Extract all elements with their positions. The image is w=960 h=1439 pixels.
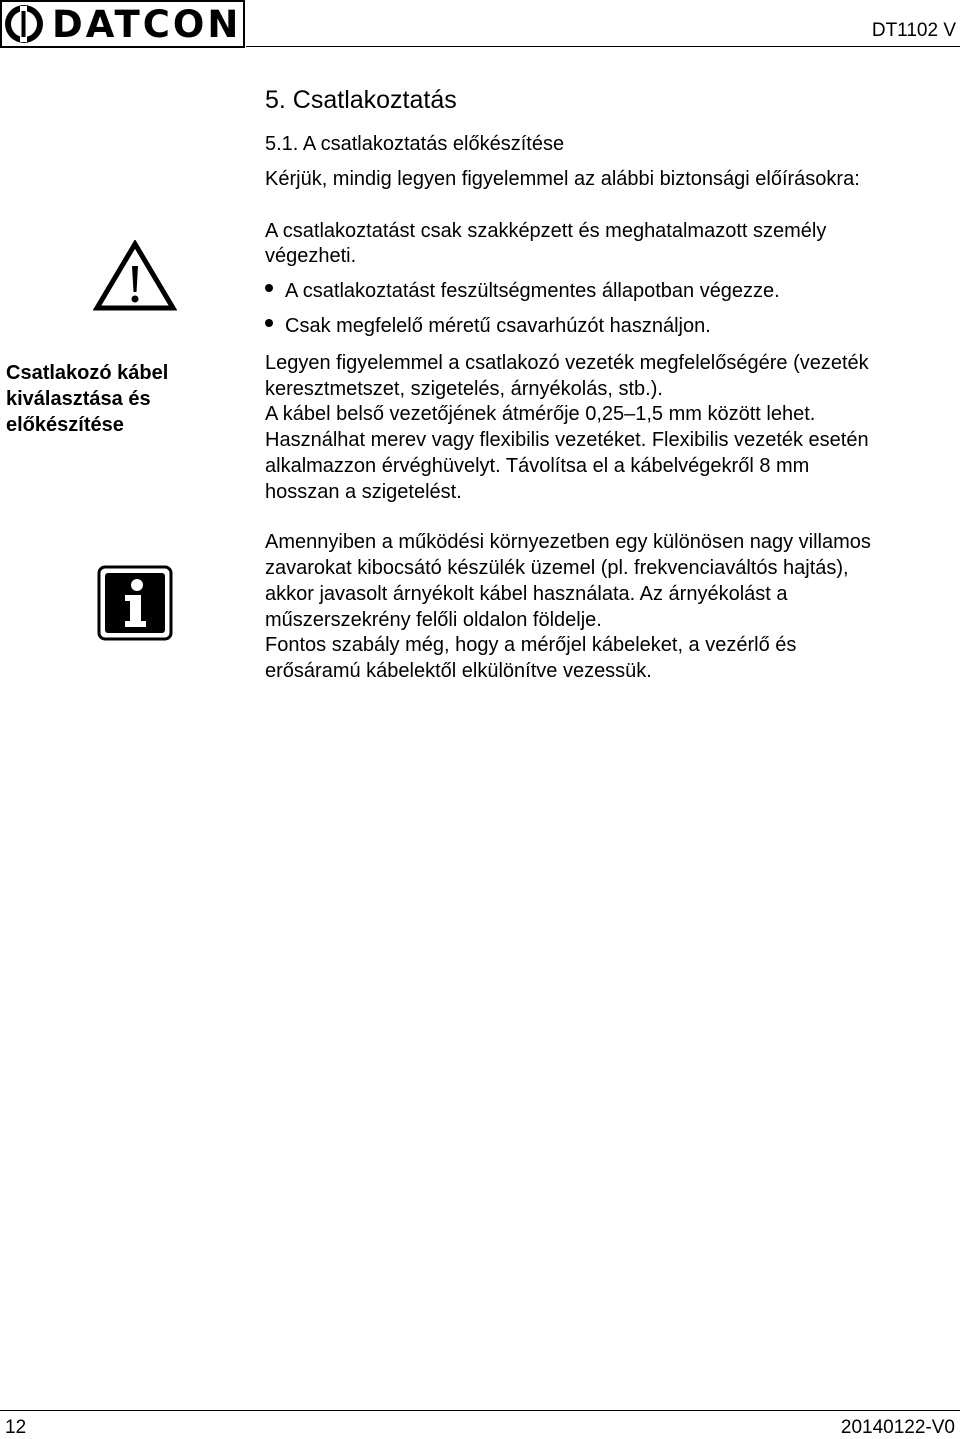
bullet-item xyxy=(265,313,711,339)
para3-line: akkor javasolt árnyékolt kábel használata. Az árnyékolást a xyxy=(265,583,788,605)
bullet-dot-icon xyxy=(265,319,273,327)
para3-line: erősáramú kábelektől elkülönítve vezessük. xyxy=(265,660,652,682)
para2-line: hosszan a szigetelést. xyxy=(265,481,462,503)
para2-line: alkalmazzon érvéghüvelyt. Távolítsa el a kábelvégekről 8 mm xyxy=(265,455,810,477)
para1-line: A csatlakoztatást csak szakképzett és meghatalmazott személy xyxy=(265,220,827,242)
subsection-title: 5.1. A csatlakoztatás előkészítése xyxy=(265,133,565,155)
logo-text: DATCON xyxy=(52,2,242,46)
para2-line: Használhat merev vagy flexibilis vezetéket. Flexibilis vezeték esetén xyxy=(265,429,869,451)
intro-text: Kérjük, mindig legyen figyelemmel az alábbi biztonsági előírásokra: xyxy=(265,168,860,190)
bullet-dot-icon xyxy=(265,284,273,292)
footer-divider xyxy=(0,1410,960,1411)
para2-line: keresztmetszet, szigetelés, árnyékolás, stb.). xyxy=(265,378,663,400)
sidebar-label xyxy=(6,360,168,438)
header-divider xyxy=(246,46,960,47)
sidebar-label-line: Csatlakozó kábel xyxy=(6,362,169,384)
sidebar-label-line: előkészítése xyxy=(6,414,124,436)
para3-line: műszerszekrény felőli oldalon földelje. xyxy=(265,609,602,631)
para2-line: Legyen figyelemmel a csatlakozó vezeték megfelelőségére (vezeték xyxy=(265,352,869,374)
document-id: DT1102 V xyxy=(871,20,956,41)
bullet-text: Csak megfelelő méretű csavarhúzót használjon. xyxy=(285,315,711,337)
para3-line: Fontos szabály még, hogy a mérőjel kábeleket, a vezérlő és xyxy=(265,634,797,656)
info-icon xyxy=(97,565,173,641)
para1-line: végezheti. xyxy=(265,245,357,267)
warning-triangle-icon xyxy=(93,240,177,312)
bullet-text: A csatlakoztatást feszültségmentes állapotban végezze. xyxy=(285,280,780,302)
para3-line: Amennyiben a működési környezetben egy különösen nagy villamos xyxy=(265,531,871,553)
section-title: 5. Csatlakoztatás xyxy=(265,86,457,114)
document-version: 20140122-V0 xyxy=(840,1417,955,1438)
page-number: 12 xyxy=(5,1417,27,1438)
datcon-logo-mark xyxy=(2,2,46,46)
para3-line: zavarokat kibocsátó készülék üzemel (pl. frekvenciaváltós hajtás), xyxy=(265,557,849,579)
sidebar-label-line: kiválasztása és xyxy=(6,388,151,410)
bullet-item xyxy=(265,278,780,304)
para2-line: A kábel belső vezetőjének átmérője 0,25–1,5 mm között lehet. xyxy=(265,403,816,425)
datcon-logo xyxy=(0,0,245,48)
